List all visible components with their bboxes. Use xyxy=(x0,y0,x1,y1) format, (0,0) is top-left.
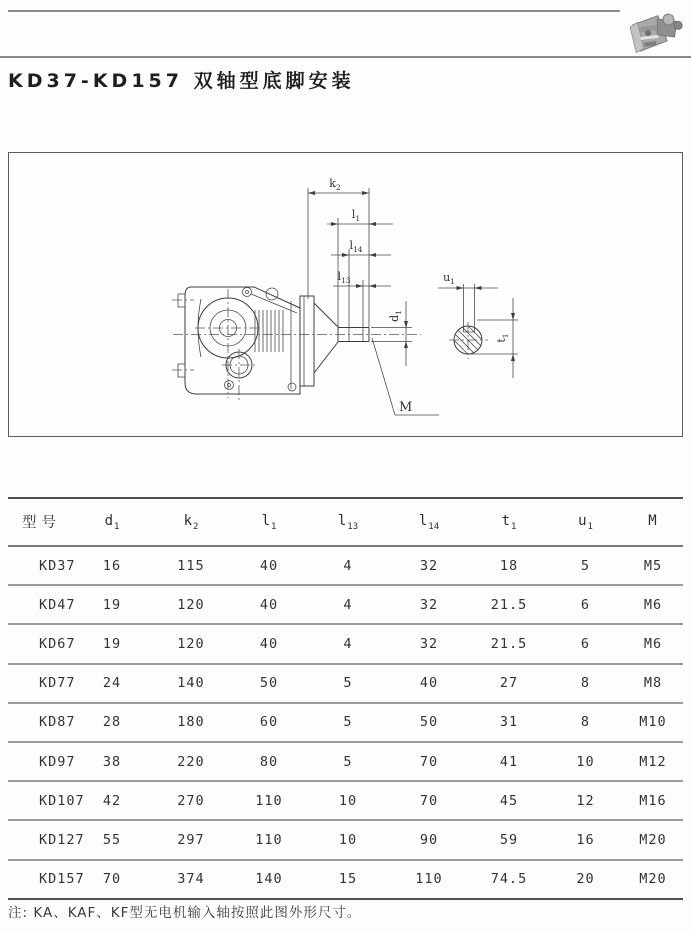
table-row xyxy=(8,547,683,586)
cell-l14: 40 xyxy=(419,675,439,692)
cell-m: M20 xyxy=(639,871,667,888)
cell-model: KD77 xyxy=(39,675,76,692)
cell-l1: 60 xyxy=(259,714,279,731)
cell-model: KD97 xyxy=(39,753,76,770)
cell-l13: 4 xyxy=(343,557,353,574)
dim-m-label: M xyxy=(399,400,413,415)
cell-l1: 40 xyxy=(259,635,279,652)
shaft-end-view xyxy=(438,271,518,378)
cell-t1: 18 xyxy=(499,557,519,574)
cell-d1: 55 xyxy=(102,831,122,848)
cell-u1: 10 xyxy=(576,753,595,770)
cell-l14: 70 xyxy=(419,753,439,770)
cell-model: KD127 xyxy=(39,831,85,848)
cell-t1: 74.5 xyxy=(490,871,528,888)
cell-u1: 12 xyxy=(576,792,595,809)
cell-d1: 70 xyxy=(102,871,122,888)
cell-d1: 24 xyxy=(102,675,122,692)
cell-l14: 32 xyxy=(419,557,439,574)
cell-u1: 5 xyxy=(580,557,591,574)
cell-t1: 27 xyxy=(499,675,519,692)
cell-d1: 42 xyxy=(102,792,122,809)
cell-k2: 270 xyxy=(177,792,205,809)
cell-u1: 6 xyxy=(580,596,591,613)
table-row xyxy=(8,861,683,900)
side-view-dimensions xyxy=(308,177,439,415)
header-cell-model: 型号 xyxy=(22,514,61,531)
cell-d1: 38 xyxy=(102,753,122,770)
cell-l13: 4 xyxy=(343,635,353,652)
cell-l13: 5 xyxy=(343,675,353,692)
table-row xyxy=(8,625,683,664)
cell-u1: 16 xyxy=(576,831,595,848)
cell-model: KD107 xyxy=(39,792,85,809)
cell-l1: 110 xyxy=(255,792,283,809)
cell-m: M5 xyxy=(643,557,663,574)
cell-m: M12 xyxy=(639,753,667,770)
table-row xyxy=(8,821,683,860)
cell-k2: 120 xyxy=(177,596,205,613)
cell-m: M6 xyxy=(643,596,663,613)
dim-l14-label: $l_{14}$ xyxy=(349,239,363,254)
cell-model: KD87 xyxy=(39,714,76,731)
dim-t1-label: $t_1$ xyxy=(495,333,510,343)
cell-l1: 80 xyxy=(259,753,279,770)
cell-model: KD37 xyxy=(39,557,76,574)
header-cell-l14: $l_{14}$ xyxy=(418,512,440,532)
cell-d1: 19 xyxy=(102,596,122,613)
footnote: 注: KA、KAF、KF型无电机输入轴按照此图外形尺寸。 xyxy=(8,905,362,921)
header-cell-l1: $l_1$ xyxy=(261,512,277,532)
cell-l14: 32 xyxy=(419,635,439,652)
cell-l1: 140 xyxy=(255,871,283,888)
cell-l13: 5 xyxy=(343,753,353,770)
cell-m: M8 xyxy=(643,675,663,692)
cell-u1: 20 xyxy=(576,871,595,888)
cell-model: KD47 xyxy=(39,596,76,613)
cell-k2: 374 xyxy=(177,871,205,888)
drawing-frame xyxy=(8,152,683,437)
cell-m: M10 xyxy=(639,714,667,731)
cell-l13: 10 xyxy=(338,792,358,809)
cell-l13: 15 xyxy=(338,871,358,888)
cell-model: KD67 xyxy=(39,635,76,652)
cell-l14: 70 xyxy=(419,792,439,809)
header-cell-m: M xyxy=(648,512,658,529)
header-cell-u1: $u_1$ xyxy=(578,512,593,532)
cell-k2: 120 xyxy=(177,635,205,652)
cell-l14: 90 xyxy=(419,831,439,848)
table-row xyxy=(8,586,683,625)
dim-l13-label: $l_{13}$ xyxy=(337,270,351,285)
cell-m: M20 xyxy=(639,831,667,848)
cell-t1: 59 xyxy=(499,831,519,848)
technical-drawing xyxy=(9,153,682,436)
cell-u1: 8 xyxy=(580,675,591,692)
cell-l14: 50 xyxy=(419,714,439,731)
dimension-table xyxy=(8,497,683,900)
cell-u1: 6 xyxy=(580,635,591,652)
gearbox-side-view xyxy=(172,287,421,402)
header-rule-top xyxy=(8,10,620,12)
table-row xyxy=(8,704,683,743)
cell-t1: 21.5 xyxy=(490,635,528,652)
cell-m: M6 xyxy=(643,635,663,652)
dim-u1-label: $u_1$ xyxy=(443,271,455,286)
dim-k2-label: $k_2$ xyxy=(329,177,341,192)
header-cell-k2: $k_2$ xyxy=(183,512,199,532)
cell-l1: 40 xyxy=(259,596,279,613)
cell-t1: 21.5 xyxy=(490,596,528,613)
table-row xyxy=(8,743,683,782)
cell-k2: 297 xyxy=(177,831,205,848)
header-cell-l13: $l_{13}$ xyxy=(337,512,359,532)
table-body xyxy=(8,547,683,900)
table-row xyxy=(8,665,683,704)
gearbox-photo xyxy=(625,8,689,58)
table-row xyxy=(8,782,683,821)
cell-d1: 16 xyxy=(102,557,122,574)
cell-m: M16 xyxy=(639,792,667,809)
cell-t1: 45 xyxy=(499,792,519,809)
cell-l1: 40 xyxy=(259,557,279,574)
cell-l13: 10 xyxy=(338,831,358,848)
page-title: KD37-KD157 双轴型底脚安装 xyxy=(8,70,355,92)
cell-d1: 19 xyxy=(102,635,122,652)
cell-t1: 31 xyxy=(499,714,519,731)
cell-k2: 140 xyxy=(177,675,205,692)
cell-l13: 4 xyxy=(343,596,353,613)
cell-model: KD157 xyxy=(39,871,85,888)
cell-l13: 5 xyxy=(343,714,353,731)
cell-l1: 50 xyxy=(259,675,279,692)
cell-k2: 115 xyxy=(177,557,205,574)
cell-u1: 8 xyxy=(580,714,591,731)
cooling-fins xyxy=(255,310,283,352)
dim-d1-label: $d_1$ xyxy=(388,310,403,322)
cell-k2: 220 xyxy=(177,753,205,770)
header-cell-t1: $t_1$ xyxy=(501,512,517,532)
cell-l1: 110 xyxy=(255,831,283,848)
cell-l14: 110 xyxy=(415,871,443,888)
cell-d1: 28 xyxy=(102,714,122,731)
header-cell-d1: $d_1$ xyxy=(104,512,120,532)
cell-t1: 41 xyxy=(499,753,519,770)
dim-l1-label: $l_1$ xyxy=(351,208,361,223)
header-rule-bottom xyxy=(0,56,691,58)
cell-k2: 180 xyxy=(177,714,205,731)
cell-l14: 32 xyxy=(419,596,439,613)
table-header-row xyxy=(8,497,683,547)
